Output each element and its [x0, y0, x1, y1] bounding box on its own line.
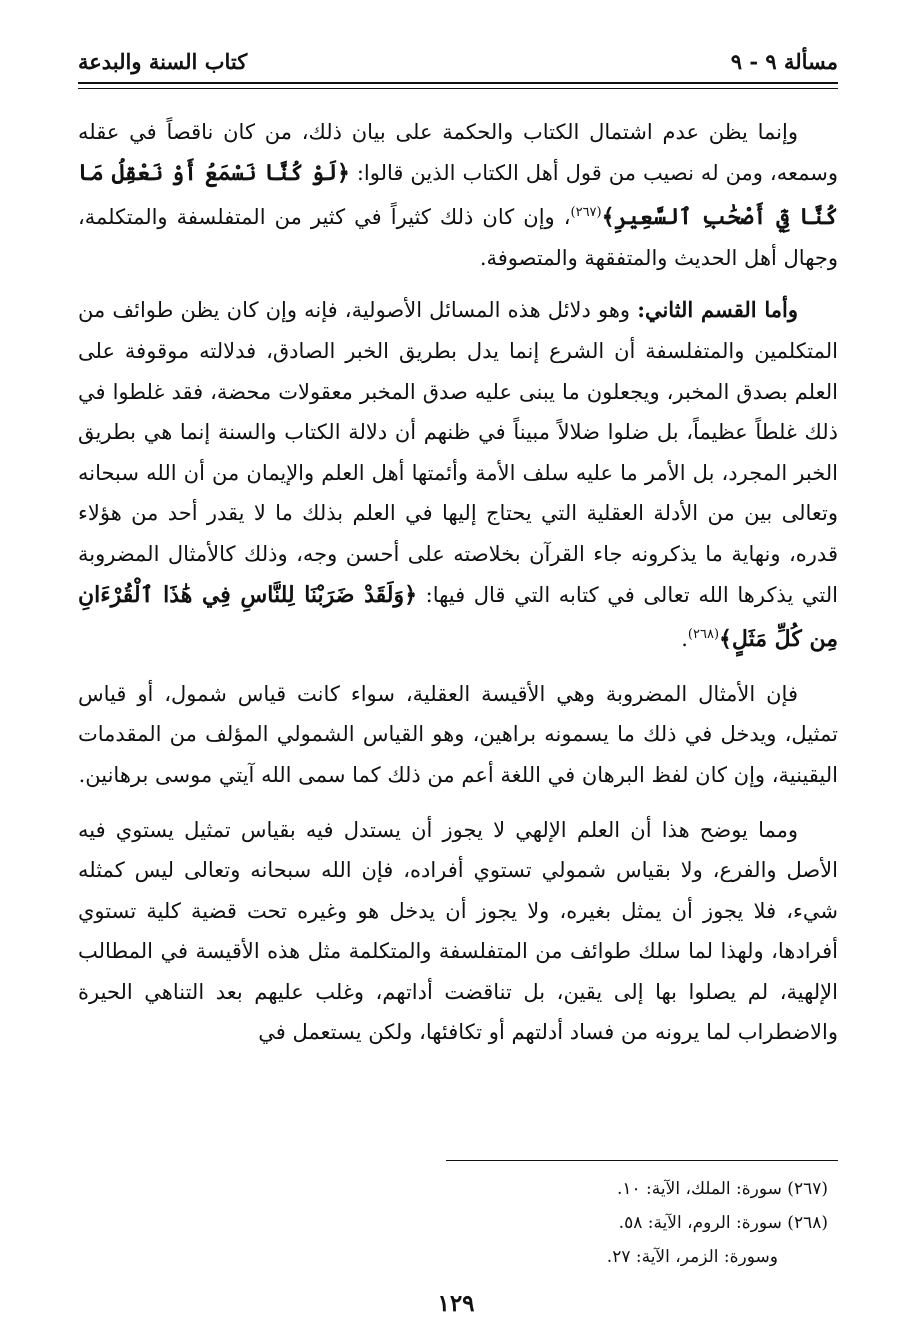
page-number: ١٢٩: [437, 1290, 475, 1317]
paragraph-text: وإنما يظن عدم اشتمال الكتاب والحكمة على بيان ذلك، من كان ناقصاً في عقله وسمعه، ومن له نصيب من قول أهل الكتاب الذين قالوا:: [78, 120, 838, 185]
header-rule-thin: [78, 88, 838, 89]
footnote: (٢٦٧) سورة: الملك، الآية: ١٠.: [616, 1179, 828, 1199]
paragraph-text: وهو دلائل هذه المسائل الأصولية، فإنه وإن كان يظن طوائف من المتكلمين والمتفلسفة أن الشرع إنما يدل بطريق الخبر الصادق، فدلالته موقوفة على العلم بصدق المخبر، ويجعلون ما يبنى عليه صدق المخبر معقولات محضة، فقد غلطوا في ذلك غلطاً عظيماً، بل ضلوا ضلالاً مبيناً في ظنهم أن دلالة الكتاب والسنة إنما هي بطريق الخبر المجرد، بل الأمر ما عليه سلف الأمة وأئمتها أهل العلم والإيمان من أن الله سبحانه وتعالى بين من الأدلة العقلية التي يحتاج إليها في العلم بذلك ما لا يقدر أحد من هؤلاء قدره، ونهاية ما يذكرونه جاء القرآن بخلاصته على أحسن وجه، وذلك كالأمثال المضروبة التي يذكرها الله تعالى في كتابه التي قال فيها:: [78, 298, 839, 607]
quran-verse: ﴿لَوْ كُنَّا نَسْمَعُ أَوْ نَعْقِلُ مَا كُنَّا فِيٓ أَصْحَٰبِ ٱلسَّعِيرِ﴾: [78, 159, 838, 231]
paragraph: [78, 112, 838, 278]
paragraph: [78, 810, 838, 1054]
main-text: [78, 112, 838, 1067]
quran-verse: ﴿وَلَقَدْ ضَرَبْنَا لِلنَّاسِ فِي هَٰذَا ٱلْقُرْءَانِ مِن كُلِّ مَثَلٍ﴾: [78, 581, 838, 653]
footnote: وسورة: الزمر، الآية: ٢٧.: [606, 1247, 778, 1267]
paragraph-text-continued: ، وإن كان ذلك كثيراً في كثير من المتفلسفة والمتكلمة، وجهال أهل الحديث والمتفقهة والمتصوفة.: [78, 205, 838, 270]
paragraph-text-continued: .: [681, 627, 688, 652]
paragraph: [78, 674, 838, 796]
section-lead: وأما القسم الثاني:: [637, 297, 798, 323]
footnote: (٢٦٨) سورة: الروم، الآية: ٥٨.: [618, 1213, 828, 1233]
footnote-separator: [446, 1160, 838, 1161]
paragraph-text: ومما يوضح هذا أن العلم الإلهي لا يجوز أن يستدل فيه بقياس تمثيل يستوي فيه الأصل والفرع، ولا بقياس شمولي تستوي أفراده، فإن الله سبحانه وتعالى ليس كمثله شيء، فلا يجوز أن يمثل بغيره، ولا يجوز أن يدخل هو وغيره تحت قضية كلية تستوي أفرادها، ولهذا لما سلك طوائف من المتفلسفة والمتكلمة مثل هذه الأقيسة في المطالب الإلهية، لم يصلوا بها إلى يقين، بل تناقضت أداتهم، وغلب عليهم بعد التناهي الحيرة والاضطراب لما يرونه من فساد أدلتهم أو تكافئها، ولكن يستعمل في: [78, 817, 838, 1045]
issue-number: مسألة ٩ - ٩: [730, 48, 838, 74]
header-rule-thick: [78, 82, 838, 84]
book-title: كتاب السنة والبدعة: [78, 48, 248, 74]
footnotes: [78, 1172, 838, 1274]
footnote-marker: (٢٦٧): [570, 205, 602, 221]
paragraph: [78, 290, 838, 659]
paragraph-text: فإن الأمثال المضروبة وهي الأقيسة العقلية، سواء كانت قياس شمول، أو قياس تمثيل، ويدخل في ذلك ما يسمونه براهين، وهو القياس الشمولي المؤلف من المقدمات اليقينية، وإن كان لفظ البرهان في اللغة أعم من ذلك كما سمى الله آيتي موسى برهانين.: [78, 681, 838, 787]
footnote-marker: (٢٦٨): [687, 627, 720, 643]
running-header: [78, 44, 838, 78]
